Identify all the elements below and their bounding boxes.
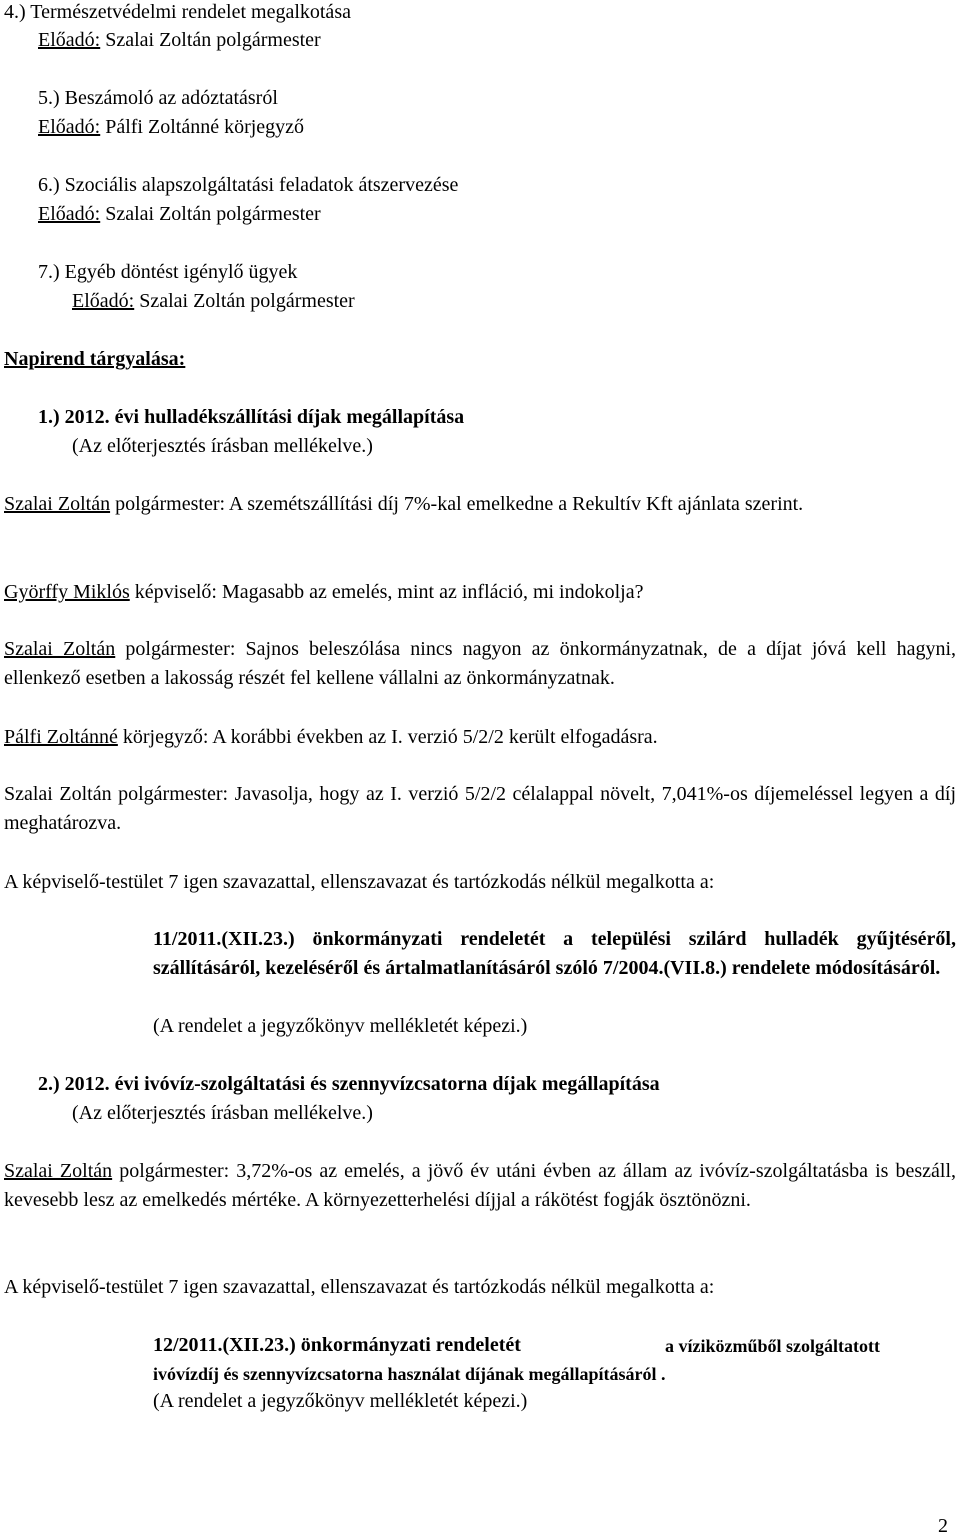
item-1-note: (Az előterjesztés írásban mellékelve.): [72, 435, 373, 457]
item-2-title: 2.) 2012. évi ivóvíz-szolgáltatási és szennyvízcsatorna díjak megállapítása: [38, 1073, 660, 1095]
agenda-item-7-title: 7.) Egyéb döntést igénylő ügyek: [38, 261, 298, 283]
agenda-item-5-presenter: [38, 115, 304, 139]
paragraph-text: polgármester: 3,72%-os az emelés, a jövő év utáni évben az állam az ivóvíz-szolgáltatásba is beszáll, kevesebb lesz az emelkedés mértéke. A környezetterhelési díjjal a rákötést fogják ösztönözni.: [4, 1160, 957, 1211]
paragraph-palfi: [4, 725, 658, 749]
decree-1-text: 11/2011.(XII.23.) önkormányzati rendeletét a települési szilárd hulladék gyűjtéséről, szállításáról, kezeléséről és ártalmatlanításáról szóló 7/2004.(VII.8.) rendelete módosításáról.: [153, 928, 956, 979]
presenter-name: Pálfi Zoltánné körjegyző: [100, 116, 305, 138]
agenda-item-6-presenter: [38, 202, 321, 226]
paragraph-gyorffy: [4, 580, 643, 604]
presenter-label: Előadó:: [38, 116, 101, 138]
napirend-heading: Napirend tárgyalása:: [4, 348, 186, 370]
decree-2-head: 12/2011.(XII.23.) önkormányzati rendeletét: [153, 1334, 521, 1356]
presenter-label: Előadó:: [38, 29, 101, 51]
agenda-item-4-presenter: [38, 28, 321, 52]
presenter-label: Előadó:: [72, 290, 135, 312]
agenda-item-7-presenter: [72, 289, 355, 313]
agenda-item-6-title: 6.) Szociális alapszolgáltatási feladatok átszervezése: [38, 174, 459, 196]
decree-2-note: (A rendelet a jegyzőkönyv mellékletét képezi.): [153, 1390, 528, 1412]
presenter-label: Előadó:: [38, 203, 101, 225]
decree-1-note: (A rendelet a jegyzőkönyv mellékletét képezi.): [153, 1015, 528, 1037]
decree-2-line2: ivóvízdíj és szennyvízcsatorna használat díjának megállapításáról .: [153, 1364, 666, 1384]
paragraph-szalai-3: Szalai Zoltán polgármester: Javasolja, hogy az I. verzió 5/2/2 célalappal növelt, 7,041%-os díjemeléssel legyen a díj meghatározva.: [4, 783, 956, 834]
agenda-item-5-title: 5.) Beszámoló az adóztatásról: [38, 87, 278, 109]
paragraph-text: polgármester: Sajnos beleszólása nincs nagyon az önkormányzatnak, de a díjat jóvá kell hagyni, ellenkező esetben a lakosság részét fel kellene vállalni az önkormányzatnak.: [4, 638, 957, 689]
speaker-name: Szalai Zoltán: [4, 638, 116, 660]
agenda-item-4-title: 4.) Természetvédelmi rendelet megalkotása: [4, 1, 351, 23]
presenter-name: Szalai Zoltán polgármester: [100, 203, 321, 225]
paragraph-szalai-4: [4, 1157, 956, 1215]
speaker-name: Pálfi Zoltánné: [4, 726, 118, 748]
presenter-name: Szalai Zoltán polgármester: [100, 29, 321, 51]
decree-2-tail: a víziközműből szolgáltatott: [665, 1336, 880, 1356]
paragraph-szalai-1: [4, 490, 956, 519]
speaker-name: Szalai Zoltán: [4, 493, 111, 515]
presenter-name: Szalai Zoltán polgármester: [134, 290, 355, 312]
vote-statement-1: A képviselő-testület 7 igen szavazattal, ellenszavazat és tartózkodás nélkül megalkotta a:: [4, 871, 715, 893]
vote-statement-2: A képviselő-testület 7 igen szavazattal, ellenszavazat és tartózkodás nélkül megalkotta a:: [4, 1276, 715, 1298]
paragraph-szalai-2: [4, 635, 956, 693]
item-1-title: 1.) 2012. évi hulladékszállítási díjak megállapítása: [38, 406, 465, 428]
paragraph-text: körjegyző: A korábbi években az I. verzió 5/2/2 került elfogadásra.: [117, 726, 658, 748]
item-2-note: (Az előterjesztés írásban mellékelve.): [72, 1102, 373, 1124]
page-number: 2: [938, 1515, 948, 1537]
paragraph-text: képviselő: Magasabb az emelés, mint az infláció, mi indokolja?: [129, 581, 644, 603]
speaker-name: Györffy Miklós: [4, 581, 130, 603]
speaker-name: Szalai Zoltán: [4, 1160, 113, 1182]
paragraph-text: polgármester: A szemétszállítási díj 7%-kal emelkedne a Rekultív Kft ajánlata szerint.: [110, 493, 804, 515]
